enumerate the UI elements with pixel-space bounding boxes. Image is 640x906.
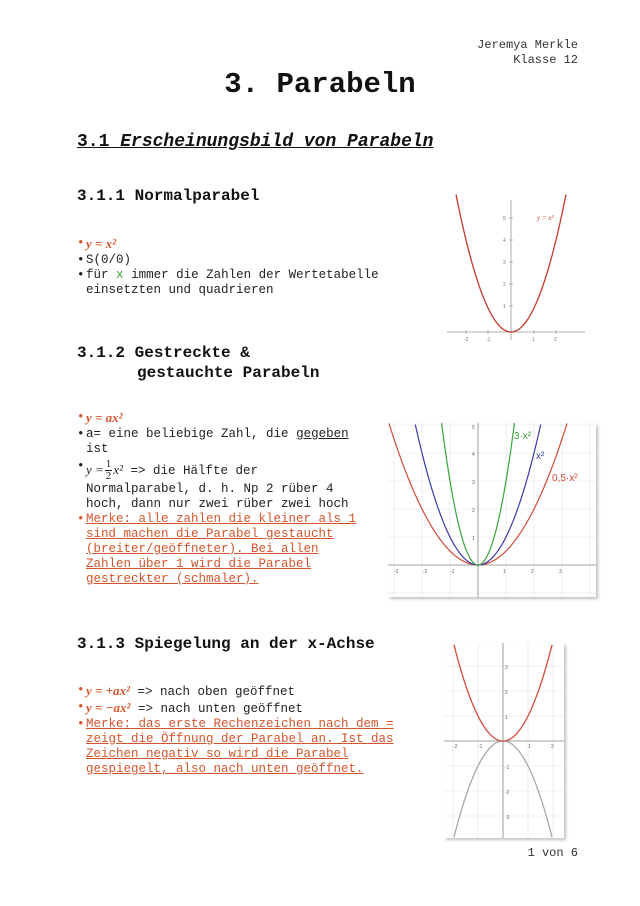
list-item bbox=[77, 427, 377, 457]
section-number: 3.1 bbox=[77, 132, 110, 152]
svg-text:3: 3 bbox=[505, 665, 508, 671]
svg-text:5: 5 bbox=[472, 425, 475, 431]
formula-positive: y = +ax² bbox=[86, 683, 130, 698]
list-item bbox=[77, 717, 417, 777]
svg-text:4: 4 bbox=[503, 238, 506, 244]
svg-text:-1: -1 bbox=[486, 337, 491, 342]
list-item bbox=[77, 459, 377, 512]
stretch-graph bbox=[388, 423, 596, 597]
label-half: 0,5·x² bbox=[552, 473, 578, 484]
text-fragment: => nach unten geöffnet bbox=[137, 702, 303, 716]
heading-line: 3.1.2 Gestreckte & bbox=[77, 344, 250, 362]
svg-text:5: 5 bbox=[503, 216, 506, 222]
svg-text:1: 1 bbox=[503, 569, 506, 575]
variable-x: x bbox=[116, 268, 124, 282]
normalparabel-graph bbox=[445, 192, 590, 342]
svg-text:2: 2 bbox=[554, 337, 557, 342]
note-line: Zeichen negativ so wird die Parabel bbox=[86, 747, 349, 761]
page-number: 1 von 6 bbox=[527, 846, 578, 860]
svg-text:3: 3 bbox=[503, 260, 506, 266]
author-block bbox=[477, 38, 578, 68]
note-line: zeigt die Öffnung der Parabel an. Ist das bbox=[86, 732, 394, 746]
svg-text:1: 1 bbox=[528, 744, 531, 750]
list-item bbox=[77, 253, 417, 268]
formula-fragment: x² bbox=[113, 461, 123, 477]
text-fragment: => nach oben geöffnet bbox=[137, 685, 296, 699]
svg-text:3: 3 bbox=[559, 569, 562, 575]
note-line: sind machen die Parabel gestaucht bbox=[86, 527, 334, 541]
note-line: gespiegelt, also nach unten geöffnet. bbox=[86, 762, 364, 776]
svg-text:4: 4 bbox=[472, 452, 475, 458]
normalparabel-list bbox=[77, 236, 417, 298]
list-item bbox=[77, 268, 417, 298]
svg-text:3: 3 bbox=[472, 480, 475, 486]
fraction-den: 2 bbox=[105, 470, 112, 482]
svg-text:-2: -2 bbox=[505, 790, 510, 796]
text-fragment: hoch, dann nur zwei rüber zwei hoch bbox=[86, 497, 349, 511]
svg-text:-1: -1 bbox=[478, 744, 483, 750]
svg-text:-3: -3 bbox=[394, 569, 399, 575]
gestreckt-list bbox=[77, 410, 377, 587]
formula-ax2: y = ax² bbox=[86, 410, 123, 425]
section-heading bbox=[77, 132, 433, 152]
svg-text:-2: -2 bbox=[464, 337, 469, 342]
note-line: • Merke: alle zahlen die kleiner als 1 bbox=[86, 512, 357, 526]
svg-text:1: 1 bbox=[532, 337, 535, 342]
heading-line: gestauchte Parabeln bbox=[137, 364, 320, 382]
author-name: Jeremya Merkle bbox=[477, 38, 578, 52]
formula-fragment: y = bbox=[86, 461, 104, 477]
mirror-graph bbox=[444, 643, 564, 838]
list-item bbox=[77, 512, 377, 587]
subsection-heading-gestreckt bbox=[77, 343, 319, 383]
note-line: gestreckter (schmaler). bbox=[86, 572, 259, 586]
svg-text:-1: -1 bbox=[505, 765, 510, 771]
page-title: 3. Parabeln bbox=[224, 68, 416, 101]
text-fragment: a= eine beliebige Zahl, die bbox=[86, 427, 289, 441]
svg-text:2: 2 bbox=[551, 744, 554, 750]
svg-text:-2: -2 bbox=[453, 744, 458, 750]
text-fragment: => die Hälfte der bbox=[130, 463, 259, 478]
text-fragment: gegeben bbox=[296, 427, 349, 441]
svg-text:2: 2 bbox=[503, 282, 506, 288]
label-triple: 3·x² bbox=[514, 431, 532, 442]
fraction-num: 1 bbox=[105, 458, 112, 470]
svg-text:1: 1 bbox=[472, 536, 475, 542]
subsection-heading-spiegelung: 3.1.3 Spiegelung an der x-Achse bbox=[77, 635, 375, 653]
svg-text:1: 1 bbox=[503, 304, 506, 310]
note-line: (breiter/geöffneter). Bei allen bbox=[86, 542, 319, 556]
svg-text:-2: -2 bbox=[423, 569, 428, 575]
formula-normalparabel: y = x² bbox=[86, 236, 117, 251]
list-item bbox=[77, 700, 417, 717]
list-item bbox=[77, 410, 377, 427]
subsection-heading-normalparabel: 3.1.1 Normalparabel bbox=[77, 187, 260, 205]
vertex-text: S(0/0) bbox=[86, 253, 132, 267]
section-title: Erscheinungsbild von Parabeln bbox=[120, 132, 434, 152]
graph-label: y = x² bbox=[537, 214, 554, 222]
text-fragment: für bbox=[86, 268, 109, 282]
spiegelung-list bbox=[77, 683, 417, 777]
formula-negative: y = −ax² bbox=[86, 700, 131, 715]
text-fragment: einsetzten und quadrieren bbox=[86, 283, 274, 297]
text-fragment: immer die Zahlen der Wertetabelle bbox=[131, 268, 379, 282]
svg-text:2: 2 bbox=[472, 508, 475, 514]
note-line: Zahlen über 1 wird die Parabel bbox=[86, 557, 312, 571]
svg-text:-3: -3 bbox=[505, 815, 510, 821]
list-item bbox=[77, 236, 417, 253]
fraction-half bbox=[105, 459, 113, 482]
list-item bbox=[77, 683, 417, 700]
class-label: Klasse 12 bbox=[513, 53, 578, 67]
svg-text:2: 2 bbox=[505, 690, 508, 696]
svg-text:2: 2 bbox=[531, 569, 534, 575]
text-fragment: ist bbox=[86, 442, 109, 456]
svg-text:-1: -1 bbox=[450, 569, 455, 575]
note-line: • Merke: das erste Rechenzeichen nach dem = bbox=[86, 717, 394, 731]
text-fragment: Normalparabel, d. h. Np 2 rüber 4 bbox=[86, 482, 334, 496]
label-normal: x² bbox=[536, 451, 545, 462]
svg-text:1: 1 bbox=[505, 715, 508, 721]
